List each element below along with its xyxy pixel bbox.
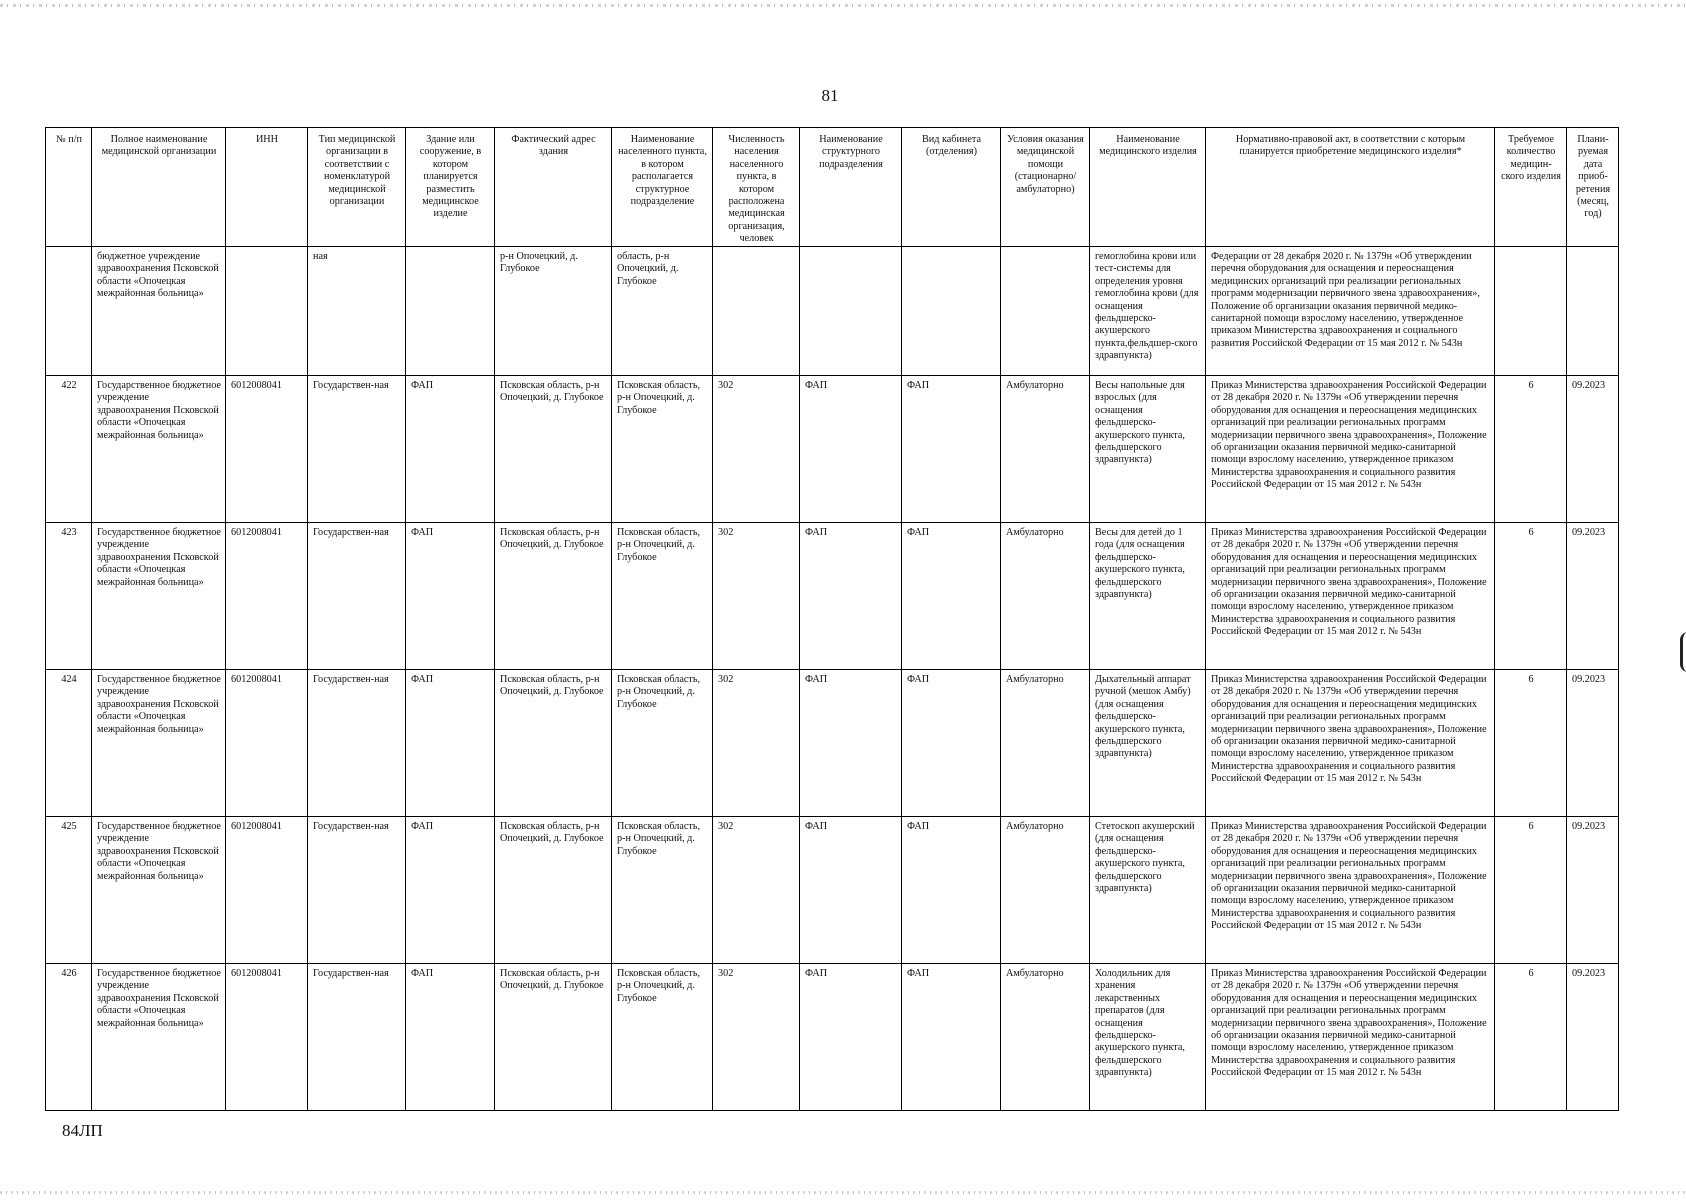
cell-building: ФАП [406,817,495,964]
cell-conditions: Амбулаторно [1001,376,1090,523]
cell-date: 09.2023 [1567,670,1619,817]
cell-population: 302 [713,817,800,964]
cell-device: Весы для детей до 1 года (для оснащения фельдшерско-акушерского пункта, фельдшерского здравпункта) [1090,523,1206,670]
cell-cabinet [902,247,1001,376]
cell-act: Приказ Министерства здравоохранения Российской Федерации от 28 декабря 2020 г. № 1379н «Об утверждении перечня оборудования для оснащения и переоснащения медицинских организаций при реализации региональных программ модернизации первичного звена здравоохранения», Положение об организации оказания первичной медико-санитарной помощи взрослому населению, утвержденное приказом Министерства здравоохранения и социального развития Российской Федерации от 15 мая 2012 г. № 543н [1206,376,1495,523]
cell-act: Приказ Министерства здравоохранения Российской Федерации от 28 декабря 2020 г. № 1379н «Об утверждении перечня оборудования для оснащения и переоснащения медицинских организаций при реализации региональных программ модернизации первичного звена здравоохранения», Положение об организации оказания первичной медико-санитарной помощи взрослому населению, утвержденное приказом Министерства здравоохранения и социального развития Российской Федерации от 15 мая 2012 г. № 543н [1206,670,1495,817]
cell-act: Федерации от 28 декабря 2020 г. № 1379н «Об утверждении перечня оборудования для оснащения и переоснащения медицинских организаций при реализации региональных программ модернизации первичного звена здравоохранения», Положение об организации оказания первичной медико-санитарной помощи взрослому населению, утвержденное приказом Министерства здравоохранения и социального развития Российской Федерации от 15 мая 2012 г. № 543н [1206,247,1495,376]
cell-address: Псковская область, р-н Опочецкий, д. Глубокое [495,964,612,1111]
cell-qty: 6 [1495,523,1567,670]
cell-date: 09.2023 [1567,523,1619,670]
cell-unit: ФАП [800,964,902,1111]
cell-locality: Псковская область, р-н Опочецкий, д. Глубокое [612,817,713,964]
cell-address: р-н Опочецкий, д. Глубокое [495,247,612,376]
cell-device: Стетоскоп акушерский (для оснащения фельдшерско-акушерского пункта, фельдшерского здравпункта) [1090,817,1206,964]
cell-address: Псковская область, р-н Опочецкий, д. Глубокое [495,523,612,670]
col-header-device: Наименование медицинского изделия [1090,128,1206,247]
col-header-unit: Наименование структурного подразделения [800,128,902,247]
col-header-cabinet: Вид кабинета (отделения) [902,128,1001,247]
cell-address: Псковская область, р-н Опочецкий, д. Глубокое [495,376,612,523]
cell-conditions: Амбулаторно [1001,523,1090,670]
cell-org: Государственное бюджетное учреждение здравоохранения Псковской области «Опочецкая межрайонная больница» [92,670,226,817]
cell-locality: Псковская область, р-н Опочецкий, д. Глубокое [612,670,713,817]
cell-num: 422 [46,376,92,523]
col-header-date: Плани-руемая дата приоб-ретения (месяц, год) [1567,128,1619,247]
cell-locality: область, р-н Опочецкий, д. Глубокое [612,247,713,376]
cell-act: Приказ Министерства здравоохранения Российской Федерации от 28 декабря 2020 г. № 1379н «Об утверждении перечня оборудования для оснащения и переоснащения медицинских организаций при реализации региональных программ модернизации первичного звена здравоохранения», Положение об организации оказания первичной медико-санитарной помощи взрослому населению, утвержденное приказом Министерства здравоохранения и социального развития Российской Федерации от 15 мая 2012 г. № 543н [1206,523,1495,670]
cell-qty: 6 [1495,964,1567,1111]
table-row [46,523,1619,670]
cell-unit: ФАП [800,817,902,964]
cell-device: Весы напольные для взрослых (для оснащения фельдшерско-акушерского пункта, фельдшерского здравпункта) [1090,376,1206,523]
cell-org: бюджетное учреждение здравоохранения Псковской области «Опочецкая межрайонная больница» [92,247,226,376]
col-header-num: № п/п [46,128,92,247]
cell-org: Государственное бюджетное учреждение здравоохранения Псковской области «Опочецкая межрайонная больница» [92,817,226,964]
cell-cabinet: ФАП [902,523,1001,670]
table-row-continued [46,247,1619,376]
cell-device: гемоглобина крови или тест-системы для определения уровня гемоглобина крови (для оснащения фельдшерско-акушерского пункта,фельдшер-ского здравпункта) [1090,247,1206,376]
cell-inn: 6012008041 [226,523,308,670]
cell-cabinet: ФАП [902,817,1001,964]
scan-edge-bottom [0,1191,1686,1194]
cell-act: Приказ Министерства здравоохранения Российской Федерации от 28 декабря 2020 г. № 1379н «Об утверждении перечня оборудования для оснащения и переоснащения медицинских организаций при реализации региональных программ модернизации первичного звена здравоохранения», Положение об организации оказания первичной медико-санитарной помощи взрослому населению, утвержденное приказом Министерства здравоохранения и социального развития Российской Федерации от 15 мая 2012 г. № 543н [1206,817,1495,964]
cell-org: Государственное бюджетное учреждение здравоохранения Псковской области «Опочецкая межрайонная больница» [92,523,226,670]
cell-num: 425 [46,817,92,964]
col-header-type: Тип медицинской организации в соответствии с номенклатурой медицинской организации [308,128,406,247]
cell-device: Холодильник для хранения лекарственных препаратов (для оснащения фельдшерско-акушерского пункта, фельдшерского здравпункта) [1090,964,1206,1111]
cell-type: Государствен-ная [308,670,406,817]
cell-device: Дыхательный аппарат ручной (мешок Амбу) (для оснащения фельдшерско-акушерского пункта, фельдшерского здравпункта) [1090,670,1206,817]
cell-address: Псковская область, р-н Опочецкий, д. Глубокое [495,670,612,817]
cell-date: 09.2023 [1567,817,1619,964]
cell-conditions: Амбулаторно [1001,964,1090,1111]
cell-building: ФАП [406,376,495,523]
cell-population: 302 [713,376,800,523]
cell-population: 302 [713,523,800,670]
cell-org: Государственное бюджетное учреждение здравоохранения Псковской области «Опочецкая межрайонная больница» [92,964,226,1111]
cell-num: 426 [46,964,92,1111]
col-header-qty: Требуемое количество медицин-ского изделия [1495,128,1567,247]
col-header-act: Нормативно-правовой акт, в соответствии с которым планируется приобретение медицинского изделия* [1206,128,1495,247]
cell-cabinet: ФАП [902,964,1001,1111]
cell-date: 09.2023 [1567,376,1619,523]
cell-inn: 6012008041 [226,670,308,817]
table-row [46,670,1619,817]
cell-population: 302 [713,670,800,817]
cell-conditions [1001,247,1090,376]
cell-conditions: Амбулаторно [1001,817,1090,964]
cell-num: 423 [46,523,92,670]
cell-type: Государствен-ная [308,817,406,964]
cell-date [1567,247,1619,376]
table-row [46,964,1619,1111]
cell-qty: 6 [1495,817,1567,964]
col-header-population: Численность населения населенного пункта, в котором расположена медицинская организация, человек [713,128,800,247]
equipment-registry-table [45,127,1619,1111]
cell-inn: 6012008041 [226,376,308,523]
cell-building: ФАП [406,670,495,817]
cell-population: 302 [713,964,800,1111]
cell-type: Государствен-ная [308,964,406,1111]
cell-inn: 6012008041 [226,964,308,1111]
cell-num [46,247,92,376]
cell-cabinet: ФАП [902,376,1001,523]
cell-locality: Псковская область, р-н Опочецкий, д. Глубокое [612,376,713,523]
cell-unit: ФАП [800,523,902,670]
cell-unit: ФАП [800,670,902,817]
cell-unit: ФАП [800,376,902,523]
cell-building: ФАП [406,964,495,1111]
cell-locality: Псковская область, р-н Опочецкий, д. Глубокое [612,964,713,1111]
col-header-inn: ИНН [226,128,308,247]
footer-code: 84ЛП [62,1121,103,1140]
scan-edge-top [0,4,1686,7]
cell-type: Государствен-ная [308,523,406,670]
table-row [46,817,1619,964]
cell-qty: 6 [1495,670,1567,817]
cell-locality: Псковская область, р-н Опочецкий, д. Глубокое [612,523,713,670]
col-header-conditions: Условия оказания медицинской помощи (стационарно/ амбулаторно) [1001,128,1090,247]
col-header-building: Здание или сооружение, в котором планируется разместить медицинское изделие [406,128,495,247]
page-number: 81 [821,86,839,105]
table-header-row [46,128,1619,247]
cell-population [713,247,800,376]
cell-inn [226,247,308,376]
cell-building [406,247,495,376]
cell-unit [800,247,902,376]
cell-qty [1495,247,1567,376]
cell-type: Государствен-ная [308,376,406,523]
cell-org: Государственное бюджетное учреждение здравоохранения Псковской области «Опочецкая межрайонная больница» [92,376,226,523]
cell-conditions: Амбулаторно [1001,670,1090,817]
binding-mark [1680,632,1686,672]
cell-num: 424 [46,670,92,817]
cell-cabinet: ФАП [902,670,1001,817]
cell-inn: 6012008041 [226,817,308,964]
table-row [46,376,1619,523]
cell-qty: 6 [1495,376,1567,523]
cell-building: ФАП [406,523,495,670]
cell-act: Приказ Министерства здравоохранения Российской Федерации от 28 декабря 2020 г. № 1379н «Об утверждении перечня оборудования для оснащения и переоснащения медицинских организаций при реализации региональных программ модернизации первичного звена здравоохранения», Положение об организации оказания первичной медико-санитарной помощи взрослому населению, утвержденное приказом Министерства здравоохранения и социального развития Российской Федерации от 15 мая 2012 г. № 543н [1206,964,1495,1111]
col-header-locality: Наименование населенного пункта, в котором располагается структурное подразделение [612,128,713,247]
cell-type: ная [308,247,406,376]
col-header-address: Фактический адрес здания [495,128,612,247]
cell-address: Псковская область, р-н Опочецкий, д. Глубокое [495,817,612,964]
cell-date: 09.2023 [1567,964,1619,1111]
col-header-org: Полное наименование медицинской организации [92,128,226,247]
